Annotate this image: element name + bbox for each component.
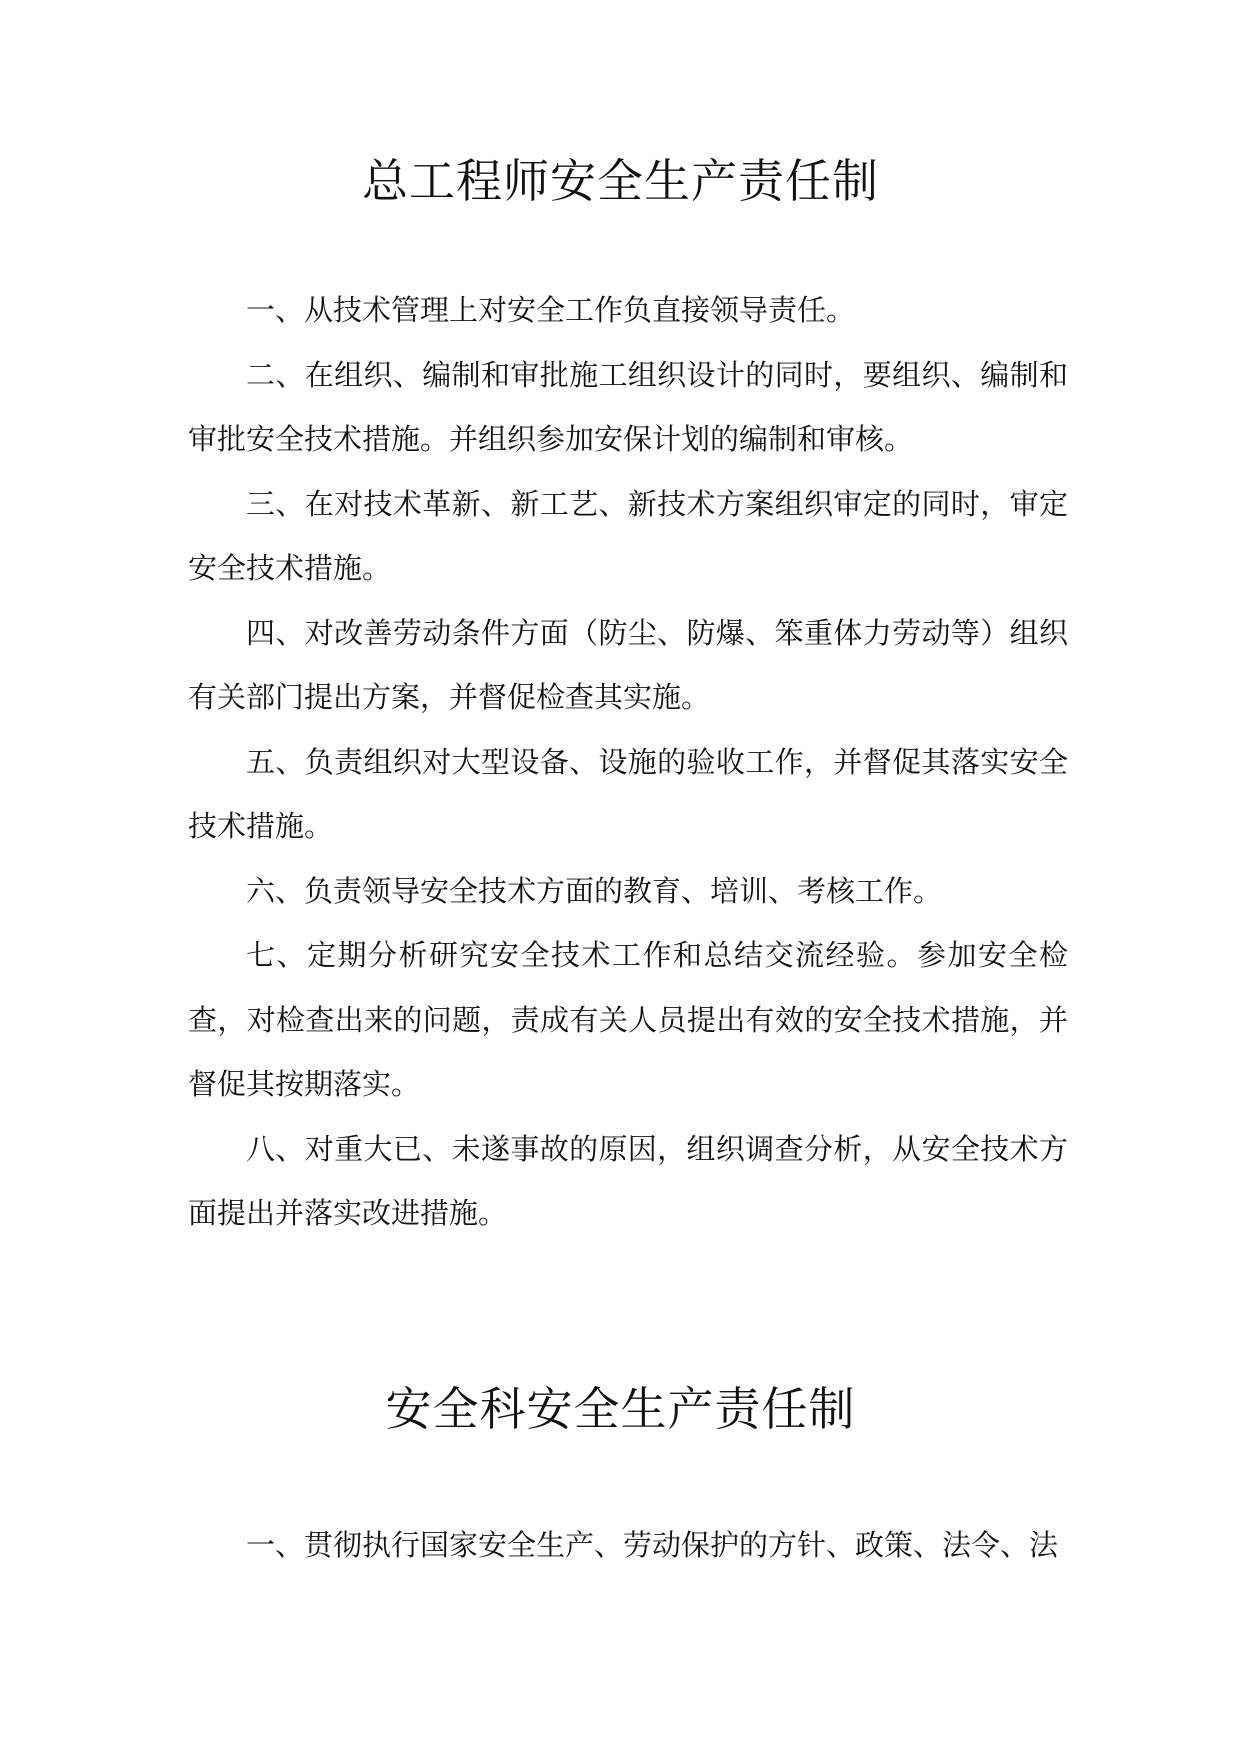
section-1-paragraph-2: 二、在组织、编制和审批施工组织设计的同时，要组织、编制和审批安全技术措施。并组织参加安保计划的编制和审核。 — [188, 357, 1068, 456]
section-1-paragraph-8: 八、对重大已、未遂事故的原因，组织调查分析，从安全技术方面提出并落实改进措施。 — [188, 1131, 1068, 1230]
section-1-paragraph-4: 四、对改善劳动条件方面（防尘、防爆、笨重体力劳动等）组织有关部门提出方案，并督促检查其实施。 — [188, 615, 1068, 714]
section-1-paragraph-3: 三、在对技术革新、新工艺、新技术方案组织审定的同时，审定安全技术措施。 — [188, 486, 1068, 585]
section-1-paragraph-6: 六、负责领导安全技术方面的教育、培训、考核工作。 — [246, 873, 943, 908]
section-1-body — [188, 278, 1068, 1246]
section-1-paragraph-7: 七、定期分析研究安全技术工作和总结交流经验。参加安全检查，对检查出来的问题，责成有关人员提出有效的安全技术措施，并督促其按期落实。 — [188, 938, 1068, 1101]
section-2-title: 安全科安全生产责任制 — [385, 1382, 856, 1436]
section-1-paragraph-1: 一、从技术管理上对安全工作负直接领导责任。 — [246, 293, 856, 327]
section-1-title: 总工程师安全生产责任制 — [362, 154, 879, 208]
section-2-body — [188, 1513, 1068, 1578]
section-1-paragraph-5: 五、负责组织对大型设备、设施的验收工作，并督促其落实安全技术措施。 — [188, 744, 1068, 843]
section-2-paragraph-1: 一、贯彻执行国家安全生产、劳动保护的方针、政策、法令、法 — [246, 1528, 1059, 1562]
